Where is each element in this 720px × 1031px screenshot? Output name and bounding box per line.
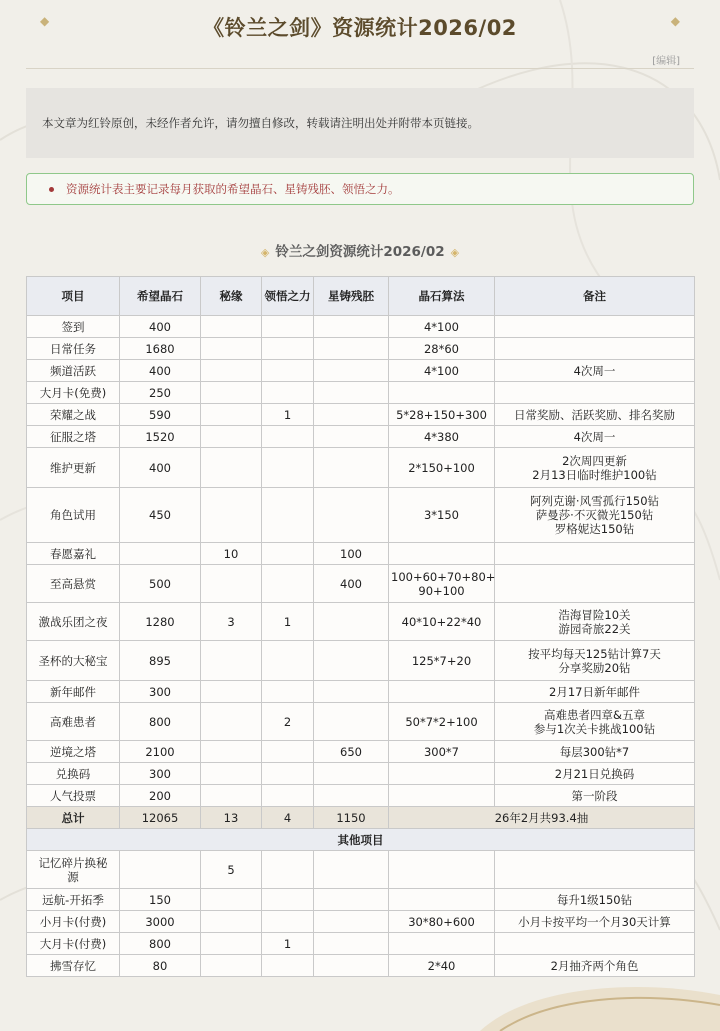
table-cell xyxy=(389,933,495,955)
table-cell xyxy=(389,785,495,807)
total-row xyxy=(27,807,695,829)
table-cell: 400 xyxy=(120,360,201,382)
table-cell xyxy=(495,543,695,565)
table-cell xyxy=(262,741,314,763)
table-cell xyxy=(314,641,389,681)
table-cell xyxy=(314,933,389,955)
table-cell xyxy=(201,426,262,448)
row-label-cell: 春愿嘉礼 xyxy=(27,543,120,565)
table-cell: 400 xyxy=(120,448,201,488)
table-cell xyxy=(314,426,389,448)
table-cell: 28*60 xyxy=(389,338,495,360)
table-row xyxy=(27,851,695,889)
table-cell xyxy=(389,382,495,404)
total-cell: 4 xyxy=(262,807,314,829)
table-cell xyxy=(201,681,262,703)
table-cell: 800 xyxy=(120,703,201,741)
tip-text: 资源统计表主要记录每月获取的希望晶石、星铸残胚、领悟之力。 xyxy=(66,182,400,196)
table-cell xyxy=(201,448,262,488)
table-cell xyxy=(262,911,314,933)
table-cell xyxy=(389,763,495,785)
table-cell xyxy=(314,488,389,543)
table-cell xyxy=(201,933,262,955)
row-label-cell: 日常任务 xyxy=(27,338,120,360)
table-cell: 80 xyxy=(120,955,201,977)
table-cell xyxy=(262,851,314,889)
row-label-cell: 圣杯的大秘宝 xyxy=(27,641,120,681)
resource-table xyxy=(26,276,695,977)
table-cell xyxy=(314,338,389,360)
table-cell: 3000 xyxy=(120,911,201,933)
table-cell xyxy=(314,360,389,382)
table-cell xyxy=(495,933,695,955)
table-cell xyxy=(262,543,314,565)
info-tip xyxy=(26,173,694,205)
row-label-cell: 征服之塔 xyxy=(27,426,120,448)
table-row xyxy=(27,641,695,681)
table-cell xyxy=(262,488,314,543)
table-cell: 4*100 xyxy=(389,360,495,382)
table-row xyxy=(27,426,695,448)
table-cell: 250 xyxy=(120,382,201,404)
table-cell: 300 xyxy=(120,681,201,703)
table-cell: 4*380 xyxy=(389,426,495,448)
table-cell xyxy=(262,785,314,807)
table-cell xyxy=(201,641,262,681)
table-cell xyxy=(314,603,389,641)
table-cell xyxy=(201,785,262,807)
table-cell: 2*40 xyxy=(389,955,495,977)
table-cell: 2次周四更新 2月13日临时维护100钻 xyxy=(495,448,695,488)
corner-ornament-icon: ◆ xyxy=(670,14,680,28)
bullet-icon xyxy=(49,187,54,192)
table-row xyxy=(27,933,695,955)
table-cell xyxy=(262,565,314,603)
table-cell xyxy=(314,681,389,703)
copyright-notice xyxy=(26,88,694,158)
table-cell xyxy=(262,360,314,382)
table-cell xyxy=(262,889,314,911)
table-row xyxy=(27,565,695,603)
table-cell xyxy=(201,911,262,933)
table-cell xyxy=(314,785,389,807)
table-cell: 1520 xyxy=(120,426,201,448)
header-cell: 备注 xyxy=(495,277,695,316)
table-row xyxy=(27,338,695,360)
table-row xyxy=(27,448,695,488)
table-cell xyxy=(314,851,389,889)
header-cell: 领悟之力 xyxy=(262,277,314,316)
row-label-cell: 大月卡(免费) xyxy=(27,382,120,404)
table-cell: 100+60+70+80+ 90+100 xyxy=(389,565,495,603)
table-cell xyxy=(495,316,695,338)
table-row xyxy=(27,488,695,543)
table-row xyxy=(27,316,695,338)
table-cell xyxy=(262,448,314,488)
row-label-cell: 高难患者 xyxy=(27,703,120,741)
table-cell xyxy=(201,360,262,382)
row-label-cell: 至高悬赏 xyxy=(27,565,120,603)
table-cell xyxy=(262,338,314,360)
table-cell xyxy=(262,955,314,977)
table-cell: 每升1级150钻 xyxy=(495,889,695,911)
table-cell: 1 xyxy=(262,933,314,955)
total-cell: 13 xyxy=(201,807,262,829)
table-row xyxy=(27,543,695,565)
table-row xyxy=(27,889,695,911)
table-cell: 按平均每天125钻计算7天 分享奖励20钻 xyxy=(495,641,695,681)
table-cell: 2100 xyxy=(120,741,201,763)
row-label-cell: 新年邮件 xyxy=(27,681,120,703)
table-cell xyxy=(495,851,695,889)
table-cell xyxy=(201,404,262,426)
row-label-cell: 记忆碎片换秘 源 xyxy=(27,851,120,889)
table-row xyxy=(27,603,695,641)
table-title-text: 铃兰之剑资源统计2026/02 xyxy=(275,244,445,260)
row-label-cell: 维护更新 xyxy=(27,448,120,488)
section-label: 其他项目 xyxy=(27,829,695,851)
table-cell: 2月17日新年邮件 xyxy=(495,681,695,703)
table-cell: 阿列克谢·风雪孤行150钻 萨曼莎·不灭微光150钻 罗格妮达150钻 xyxy=(495,488,695,543)
table-cell: 1280 xyxy=(120,603,201,641)
table-cell: 2月抽齐两个角色 xyxy=(495,955,695,977)
table-cell: 500 xyxy=(120,565,201,603)
page-title: 《铃兰之剑》资源统计2026/02 xyxy=(203,16,517,40)
table-cell xyxy=(201,316,262,338)
header-cell: 晶石算法 xyxy=(389,277,495,316)
table-cell: 590 xyxy=(120,404,201,426)
table-cell: 5 xyxy=(201,851,262,889)
notice-text: 本文章为红铃原创，未经作者允许，请勿擅自修改，转载请注明出处并附带本页链接。 xyxy=(42,116,479,130)
table-cell: 10 xyxy=(201,543,262,565)
table-cell xyxy=(314,763,389,785)
table-cell: 50*7*2+100 xyxy=(389,703,495,741)
table-cell: 高难患者四章&五章 参与1次关卡挑战100钻 xyxy=(495,703,695,741)
table-cell xyxy=(201,488,262,543)
table-cell: 40*10+22*40 xyxy=(389,603,495,641)
table-row xyxy=(27,703,695,741)
table-row xyxy=(27,911,695,933)
total-label-cell: 总计 xyxy=(27,807,120,829)
table-cell xyxy=(201,763,262,785)
table-row xyxy=(27,681,695,703)
table-cell: 2月21日兑换码 xyxy=(495,763,695,785)
table-cell xyxy=(389,543,495,565)
table-cell xyxy=(262,382,314,404)
header-cell: 希望晶石 xyxy=(120,277,201,316)
header-cell: 星铸残胚 xyxy=(314,277,389,316)
table-cell xyxy=(314,382,389,404)
table-cell: 1 xyxy=(262,404,314,426)
edit-link[interactable]: [编辑] xyxy=(652,56,680,67)
table-cell xyxy=(495,338,695,360)
table-cell: 4*100 xyxy=(389,316,495,338)
table-cell: 5*28+150+300 xyxy=(389,404,495,426)
table-cell: 小月卡按平均一个月30天计算 xyxy=(495,911,695,933)
table-header-row xyxy=(27,277,695,316)
table-cell: 100 xyxy=(314,543,389,565)
table-cell xyxy=(495,382,695,404)
table-cell: 3*150 xyxy=(389,488,495,543)
total-cell: 26年2月共93.4抽 xyxy=(389,807,695,829)
table-cell: 300*7 xyxy=(389,741,495,763)
corner-ornament-icon: ◆ xyxy=(40,14,50,28)
table-cell xyxy=(120,851,201,889)
table-cell: 150 xyxy=(120,889,201,911)
table-cell: 3 xyxy=(201,603,262,641)
table-cell: 4次周一 xyxy=(495,360,695,382)
table-cell: 400 xyxy=(120,316,201,338)
table-row xyxy=(27,382,695,404)
header-cell: 项目 xyxy=(27,277,120,316)
table-cell xyxy=(201,338,262,360)
table-cell xyxy=(262,316,314,338)
table-cell: 450 xyxy=(120,488,201,543)
table-cell: 800 xyxy=(120,933,201,955)
table-cell xyxy=(201,741,262,763)
row-label-cell: 小月卡(付费) xyxy=(27,911,120,933)
table-row xyxy=(27,741,695,763)
table-cell xyxy=(262,426,314,448)
table-cell xyxy=(314,955,389,977)
table-cell: 日常奖励、活跃奖励、排名奖励 xyxy=(495,404,695,426)
header-cell: 秘缘 xyxy=(201,277,262,316)
table-title xyxy=(0,240,720,260)
table-cell: 30*80+600 xyxy=(389,911,495,933)
row-label-cell: 签到 xyxy=(27,316,120,338)
title-divider xyxy=(26,68,694,69)
table-cell xyxy=(314,889,389,911)
table-cell xyxy=(389,889,495,911)
row-label-cell: 角色试用 xyxy=(27,488,120,543)
table-row xyxy=(27,763,695,785)
table-cell xyxy=(314,911,389,933)
table-cell: 2 xyxy=(262,703,314,741)
table-cell xyxy=(314,316,389,338)
row-label-cell: 逆境之塔 xyxy=(27,741,120,763)
row-label-cell: 人气投票 xyxy=(27,785,120,807)
table-cell: 4次周一 xyxy=(495,426,695,448)
table-cell: 400 xyxy=(314,565,389,603)
table-cell xyxy=(262,681,314,703)
table-cell: 895 xyxy=(120,641,201,681)
table-cell: 650 xyxy=(314,741,389,763)
ornament-left-icon: ◈ xyxy=(260,246,270,259)
table-cell xyxy=(495,565,695,603)
table-cell xyxy=(120,543,201,565)
table-cell xyxy=(389,851,495,889)
section-row xyxy=(27,829,695,851)
row-label-cell: 大月卡(付费) xyxy=(27,933,120,955)
table-cell: 1680 xyxy=(120,338,201,360)
table-row xyxy=(27,360,695,382)
table-cell: 125*7+20 xyxy=(389,641,495,681)
total-cell: 1150 xyxy=(314,807,389,829)
table-cell: 2*150+100 xyxy=(389,448,495,488)
table-cell xyxy=(201,889,262,911)
table-cell xyxy=(389,681,495,703)
table-cell: 每层300钻*7 xyxy=(495,741,695,763)
table-row xyxy=(27,404,695,426)
row-label-cell: 频道活跃 xyxy=(27,360,120,382)
table-cell xyxy=(201,703,262,741)
table-cell: 第一阶段 xyxy=(495,785,695,807)
table-cell: 300 xyxy=(120,763,201,785)
table-cell xyxy=(262,641,314,681)
table-cell: 200 xyxy=(120,785,201,807)
row-label-cell: 远航-开拓季 xyxy=(27,889,120,911)
table-cell xyxy=(201,955,262,977)
table-cell: 1 xyxy=(262,603,314,641)
row-label-cell: 激战乐团之夜 xyxy=(27,603,120,641)
table-cell xyxy=(201,565,262,603)
table-cell xyxy=(201,382,262,404)
ornament-right-icon: ◈ xyxy=(450,246,460,259)
table-cell: 浩海冒险10关 游园奇旅22关 xyxy=(495,603,695,641)
table-row xyxy=(27,955,695,977)
sword-decoration xyxy=(440,975,720,1031)
table-cell xyxy=(314,448,389,488)
row-label-cell: 拂雪存忆 xyxy=(27,955,120,977)
table-row xyxy=(27,785,695,807)
row-label-cell: 兑换码 xyxy=(27,763,120,785)
total-cell: 12065 xyxy=(120,807,201,829)
table-cell xyxy=(262,763,314,785)
row-label-cell: 荣耀之战 xyxy=(27,404,120,426)
table-cell xyxy=(314,703,389,741)
table-cell xyxy=(314,404,389,426)
